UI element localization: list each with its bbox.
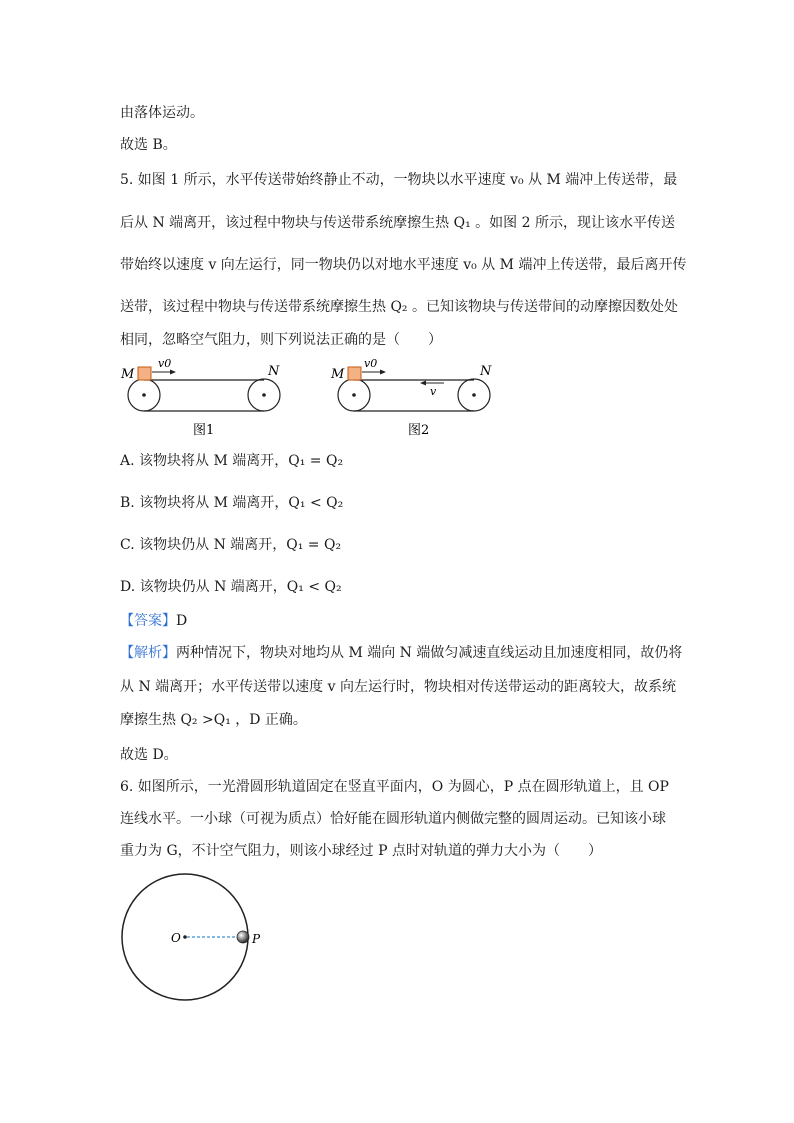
q5-stem-line-4: 送带，该过程中物块与传送带系统摩擦生热 Q₂ 。已知该物块与传送带间的动摩擦因数处处 — [120, 299, 678, 315]
q5-analysis-line-3: 摩擦生热 Q₂ >Q₁ ，D 正确。 — [120, 712, 307, 728]
q5-analysis-line-2: 从 N 端离开；水平传送带以速度 v 向左运行时，物块相对传送带运动的距离较大，故系统 — [120, 679, 676, 695]
answer-value: D — [176, 613, 188, 629]
q5-analysis-line-1 — [120, 643, 682, 663]
q5-choice: 故选 D。 — [120, 747, 178, 763]
q6-stem-line-2: 连线水平。一小球（可视为质点）恰好能在圆形轨道内侧做完整的圆周运动。已知该小球 — [120, 811, 666, 827]
q5-stem-line-1: 5. 如图 1 所示，水平传送带始终静止不动，一物块以水平速度 v₀ 从 M 端冲上传送带，最 — [120, 172, 678, 188]
q5-stem-line-5: 相同，忽略空气阻力，则下列说法正确的是（ ） — [120, 332, 442, 348]
answer-tag: 【答案】 — [120, 613, 176, 629]
q5-stem-line-3: 带始终以速度 v 向左运行，同一物块仍以对地水平速度 v₀ 从 M 端冲上传送带，最后离开传 — [120, 257, 687, 273]
q6-stem-line-1: 6. 如图所示，一光滑圆形轨道固定在竖直平面内，O 为圆心，P 点在圆形轨道上，且 OP — [120, 779, 669, 795]
label-v: v — [430, 385, 437, 398]
prev-choice: 故选 B。 — [120, 137, 177, 153]
q5-figure-1 — [118, 355, 288, 440]
q6-figure — [110, 865, 280, 1010]
fig1-caption: 图1 — [193, 423, 215, 438]
label-P: P — [252, 932, 261, 946]
label-v0: v0 — [158, 357, 172, 370]
label-N: N — [268, 364, 280, 379]
q5-answer — [120, 611, 187, 631]
prev-solution-tail: 由落体运动。 — [120, 105, 204, 121]
label-M: M — [331, 367, 345, 382]
center-point — [183, 935, 187, 939]
fig2-caption: 图2 — [408, 423, 430, 438]
q5-option-a: A. 该物块将从 M 端离开，Q₁ = Q₂ — [120, 453, 344, 469]
block — [348, 367, 361, 380]
q6-stem-line-3: 重力为 G，不计空气阻力，则该小球经过 P 点时对轨道的弹力大小为（ ） — [120, 843, 602, 859]
q5-stem-line-2: 后从 N 端离开，该过程中物块与传送带系统摩擦生热 Q₁ 。如图 2 所示，现让该水平传送 — [120, 215, 675, 231]
label-O: O — [171, 931, 181, 945]
q5-figure-2 — [328, 355, 498, 440]
label-v0: v0 — [364, 357, 378, 370]
ball — [237, 931, 249, 943]
label-N: N — [480, 364, 492, 379]
analysis-tag: 【解析】 — [120, 645, 176, 661]
block — [138, 367, 151, 380]
q5-option-d: D. 该物块仍从 N 端离开，Q₁ < Q₂ — [120, 579, 342, 595]
q5-option-b: B. 该物块将从 M 端离开，Q₁ < Q₂ — [120, 495, 344, 511]
q5-option-c: C. 该物块仍从 N 端离开，Q₁ = Q₂ — [120, 537, 342, 553]
label-M: M — [121, 367, 135, 382]
analysis-text-1: 两种情况下，物块对地均从 M 端向 N 端做匀减速直线运动且加速度相同，故仍将 — [176, 645, 683, 661]
